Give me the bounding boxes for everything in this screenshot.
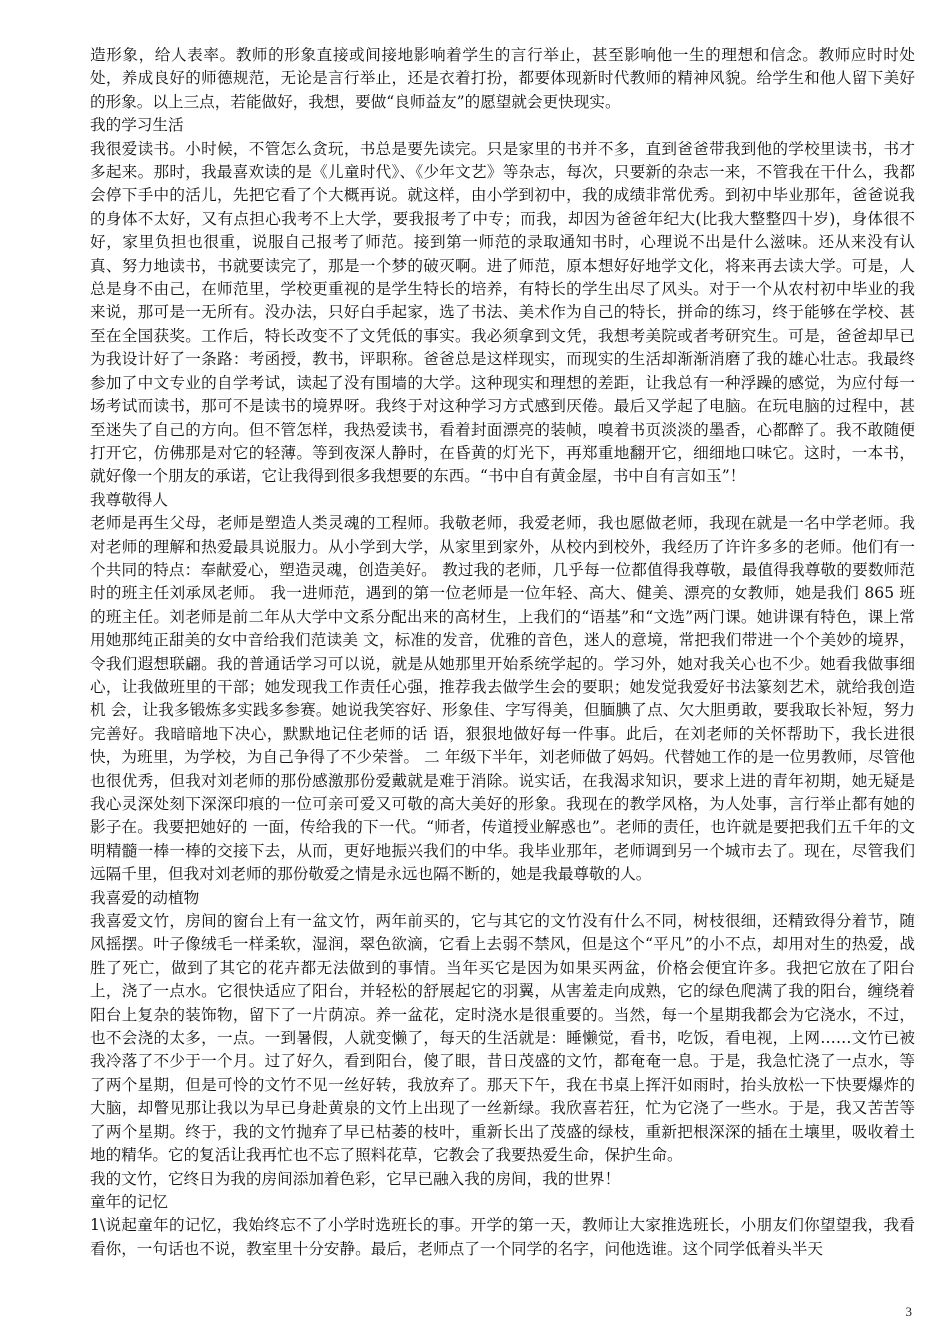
paragraph-favorite-plant: 我喜爱文竹，房间的窗台上有一盆文竹，两年前买的，它与其它的文竹没有什么不同，树枝很细，还精致得分着节，随风摇摆。叶子像绒毛一样柔软，湿润，翠色欲滴，它看上去弱不禁风，但是这个“平凡”的小不点，却用对生的热爱，战胜了死亡，做到了其它的花卉都无法做到的事情。当年买它是因为如果买两盆，价格会便宜许多。我把它放在了阳台上，浇了一点水。它很快适应了阳台，并轻松的舒展起它的羽翼，从害羞走向成熟，它的绿色爬满了我的阳台，缠绕着阳台上复杂的装饰物，留下了一片荫凉。养一盆花，定时浇水是很重要的。当然，每一个星期我都会为它浇水，不过，也不会浇的太多，一点。一到暑假，人就变懒了，每天的生活就是：睡懒觉，看书，吃饭，看电视，上网……文竹已被我冷落了不少于一个月。过了好久，看到阳台，傻了眼，昔日茂盛的文竹，都奄奄一息。于是，我急忙浇了一点水，等了两个星期，但是可怜的文竹不见一丝好转，我放弃了。那天下午，我在书桌上挥汗如雨时，抬头放松一下快要爆炸的大脑，却瞥见那让我以为早已身赴黄泉的文竹上出现了一丝新绿。我欣喜若狂，忙为它浇了一些水。于是，我又苦苦等了两个星期。终于，我的文竹抛弃了早已枯萎的枝叶，重新长出了茂盛的绿枝，重新把根深深的插在土壤里，吸收着土地的精华。它的复活让我再忙也不忘了照料花草，它教会了我要热爱生命，保护生命。 <box>90 912 915 1165</box>
heading-favorite-plant: 我喜爱的动植物 <box>90 888 200 907</box>
paragraph-study-life: 我很爱读书。小时候，不管怎么贪玩，书总是要先读完。只是家里的书并不多，直到爸爸带我到他的学校里读书，书才多起来。那时，我最喜欢读的是《儿童时代》、《少年文艺》等杂志，每次，只要新的杂志一来，不管我在干什么，我都会停下手中的活儿，先把它看了个大概再说。就这样，由小学到初中，我的成绩非常优秀。到初中毕业那年，爸爸说我的身体不太好，又有点担心我考不上大学，要我报考了中专；而我，却因为爸爸年纪大(比我大整整四十岁)，身体很不好，家里负担也很重，说服自己报考了师范。接到第一师范的录取通知书时，心理说不出是什么滋味。还从来没有认真、努力地读书，书就要读完了，那是一个梦的破灭啊。进了师范，原本想好好地学文化，将来再去读大学。可是，人总是身不由己，在师范里，学校更重视的是学生特长的培养，有特长的学生出尽了风头。对于一个从农村初中毕业的我来说，那可是一无所有。没办法，只好白手起家，选了书法、美术作为自己的特长，拼命的练习，终于能够在学校、甚至在全国获奖。工作后，特长改变不了文凭低的事实。我必须拿到文凭，我想考美院或者考研究生。可是，爸爸却早已为我设计好了一条路：考函授，教书，评职称。爸爸总是这样现实，而现实的生活却渐渐消磨了我的雄心壮志。我最终参加了中文专业的自学考试，读起了没有围墙的大学。这种现实和理想的差距，让我总有一种浮躁的感觉，为应付每一场考试而读书，那可不是读书的境界呀。我终于对这种学习方式感到厌倦。最后又学起了电脑。在玩电脑的过程中，甚至迷失了自己的方向。但不管怎样，我热爱读书，看着封面漂亮的装帧，嗅着书页淡淡的墨香，心都醉了。我不敢随便打开它，仿佛那是对它的轻薄。等到夜深人静时，在昏黄的灯光下，再郑重地翻开它，细细地口味它。这时，一本书，就好像一个朋友的承诺，它让我得到很多我想要的东西。“书中自有黄金屋，书中自有言如玉”！ <box>90 139 915 486</box>
paragraph-favorite-plant-closing: 我的文竹，它终日为我的房间添加着色彩，它早已融入我的房间，我的世界！ <box>90 1169 621 1188</box>
heading-respected-person: 我尊敬得人 <box>90 490 168 509</box>
heading-childhood-memory: 童年的记忆 <box>90 1192 168 1211</box>
paragraph-intro: 造形象，给人表率。教师的形象直接或间接地影响着学生的言行举止，甚至影响他一生的理想和信念。教师应时时处处，养成良好的师德规范，无论是言行举止，还是衣着打扮，都要体现新时代教师的精神风貌。给学生和他人留下美好的形象。以上三点，若能做好，我想，要做“良师益友”的愿望就会更快现实。 <box>90 46 915 111</box>
paragraph-respected-person: 老师是再生父母，老师是塑造人类灵魂的工程师。我敬老师，我爱老师，我也愿做老师，我现在就是一名中学老师。我对老师的理解和热爱最具说服力。从小学到大学，从家里到家外，从校内到校外，我经历了许许多多的老师。他们有一个共同的特点：奉献爱心，塑造灵魂，创造美好。 教过我的老师，几乎每一位都值得我尊敬，最值得我尊敬的要数师范时的班主任刘承凤老师。 我一进师范，遇到的第一位老师是一位年轻、高大、健美、漂亮的女教师，她是我们 865 班 的班主任。刘老师是前二年从大学中文系分配出来的高材生，上我们的“语基”和“文选”两门课。她讲课有特色，课上常用她那纯正甜美的女中音给我们范读美 文，标准的发音，优雅的音色，迷人的意境，常把我们带进一个个美妙的境界，令我们遐想联翩。我的普通话学习可以说，就是从她那里开始系统学起的。学习外，她对我关心也不少。她看我做事细心，让我做班里的干部；她发现我工作责任心强，推荐我去做学生会的要职；她发觉我爱好书法篆刻艺术，就给我创造机 会，让我多锻炼多实践多参赛。她说我笑容好、形象佳、字写得美，但腼腆了点、欠大胆勇敢，要我取长补短，努力完善好。我暗暗地下决心，默默地记住老师的话 语，狠狠地做好每一件事。此后，在刘老师的关怀帮助下，我长进很快，为班里，为学校，为自己争得了不少荣誉。 二 年级下半年，刘老师做了妈妈。代替她工作的是一位男教师，尽管他也很优秀，但我对刘老师的那份感激那份爱戴就是难于消除。说实话，在我渴求知识，要求上进的青年初期，她无疑是我心灵深处刻下深深印痕的一位可亲可爱又可敬的高大美好的形象。我现在的教学风格，为人处事，言行举止都有她的影子在。我要把她好的 一面，传给我的下一代。“师者，传道授业解惑也”。老师的责任，也许就是要把我们五千年的文明精髓一棒一棒的交接下去，从而，更好地振兴我们的中华。我毕业那年，老师调到另一个城市去了。现在，尽管我们远隔千里，但我对刘老师的那份敬爱之情是永远也隔不断的，她是我最尊敬的人。 <box>90 514 915 884</box>
paragraph-childhood-memory: 1\说起童年的记忆，我始终忘不了小学时选班长的事。开学的第一天，教师让大家推选班长，小朋友们你望望我，我看看你，一句话也不说，教室里十分安静。最后，老师点了一个同学的名字，问他选谁。这个同学低着头半天 <box>90 1216 915 1258</box>
heading-study-life: 我的学习生活 <box>90 116 184 135</box>
page-number: 3 <box>905 1304 912 1319</box>
document-body <box>90 44 915 1261</box>
